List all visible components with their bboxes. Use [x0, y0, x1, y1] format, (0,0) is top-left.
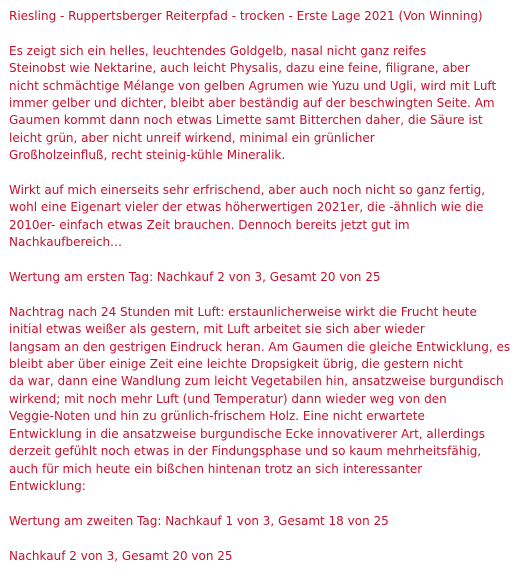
text-line: Steinobst wie Nektarine, auch leicht Physalis, dazu eine feine, filigrane, aber	[9, 61, 470, 76]
text-line: Nachtrag nach 24 Stunden mit Luft: erstaunlicherweise wirkt die Frucht heute	[9, 304, 477, 319]
wine-review-post	[9, 8, 511, 582]
review-title: Riesling - Ruppertsberger Reiterpfad - trocken - Erste Lage 2021 (Von Winning)	[9, 9, 483, 23]
text-line: wirkend; mit noch mehr Luft (und Temperatur) dann wieder weg von den	[9, 391, 447, 406]
rating-first-day	[9, 269, 511, 286]
text-line: auch für mich heute ein bißchen hintenan trotz an sich interessanter	[9, 461, 423, 476]
text-line: Gaumen kommt dann noch etwas Limette samt Bitterchen daher, die Säure ist	[9, 113, 483, 128]
text-line: Nachkauf 2 von 3, Gesamt 20 von 25	[9, 548, 233, 563]
text-line: Veggie-Noten und hin zu grünlich-frischem Holz. Eine nicht erwartete	[9, 409, 425, 424]
text-line: Entwicklung:	[9, 478, 86, 493]
text-line: Wertung am ersten Tag: Nachkauf 2 von 3, Gesamt 20 von 25	[9, 270, 381, 285]
text-line: Wirkt auf mich einerseits sehr erfrischend, aber auch noch nicht so ganz fertig,	[9, 183, 486, 198]
text-line: 2010er- einfach etwas Zeit brauchen. Dennoch bereits jetzt gut im	[9, 217, 410, 232]
review-paragraph-addendum	[9, 304, 511, 495]
review-paragraph-appearance	[9, 43, 511, 165]
review-paragraph-impression	[9, 182, 511, 252]
text-line: Wertung am zweiten Tag: Nachkauf 1 von 3, Gesamt 18 von 25	[9, 513, 389, 528]
text-line: da war, dann eine Wandlung zum leicht Vegetabilen hin, ansatzweise burgundisch	[9, 374, 504, 389]
text-line: Entwicklung in die ansatzweise burgundische Ecke innovativerer Art, allerdings	[9, 426, 485, 441]
text-line: leicht grün, aber nicht unreif wirkend, minimal ein grünlicher	[9, 130, 375, 145]
text-line: bleibt aber über einige Zeit eine leichte Dropsigkeit übrig, die gestern nicht	[9, 357, 463, 372]
text-line: immer gelber und dichter, bleibt aber beständig auf der beschwingten Seite. Am	[9, 96, 495, 111]
rating-final	[9, 548, 511, 565]
text-line: Großholzeinfluß, recht steinig-kühle Mineralik.	[9, 148, 286, 163]
text-line: derzeit gefühlt noch etwas in der Findungsphase und so kaum mehrheitsfähig,	[9, 444, 482, 459]
text-line: wohl eine Eigenart vieler der etwas höherwertigen 2021er, die -ähnlich wie die	[9, 200, 484, 215]
text-line: langsam an den gestrigen Eindruck heran. Am Gaumen die gleiche Entwicklung, es	[9, 339, 511, 354]
text-line: initial etwas weißer als gestern, mit Luft arbeitet sie sich aber wieder	[9, 322, 425, 337]
text-line: Nachkaufbereich…	[9, 235, 123, 250]
text-line: Es zeigt sich ein helles, leuchtendes Goldgelb, nasal nicht ganz reifes	[9, 43, 427, 58]
rating-second-day	[9, 513, 511, 530]
text-line: nicht schmächtige Mélange von gelben Agrumen wie Yuzu und Ugli, wird mit Luft	[9, 78, 497, 93]
